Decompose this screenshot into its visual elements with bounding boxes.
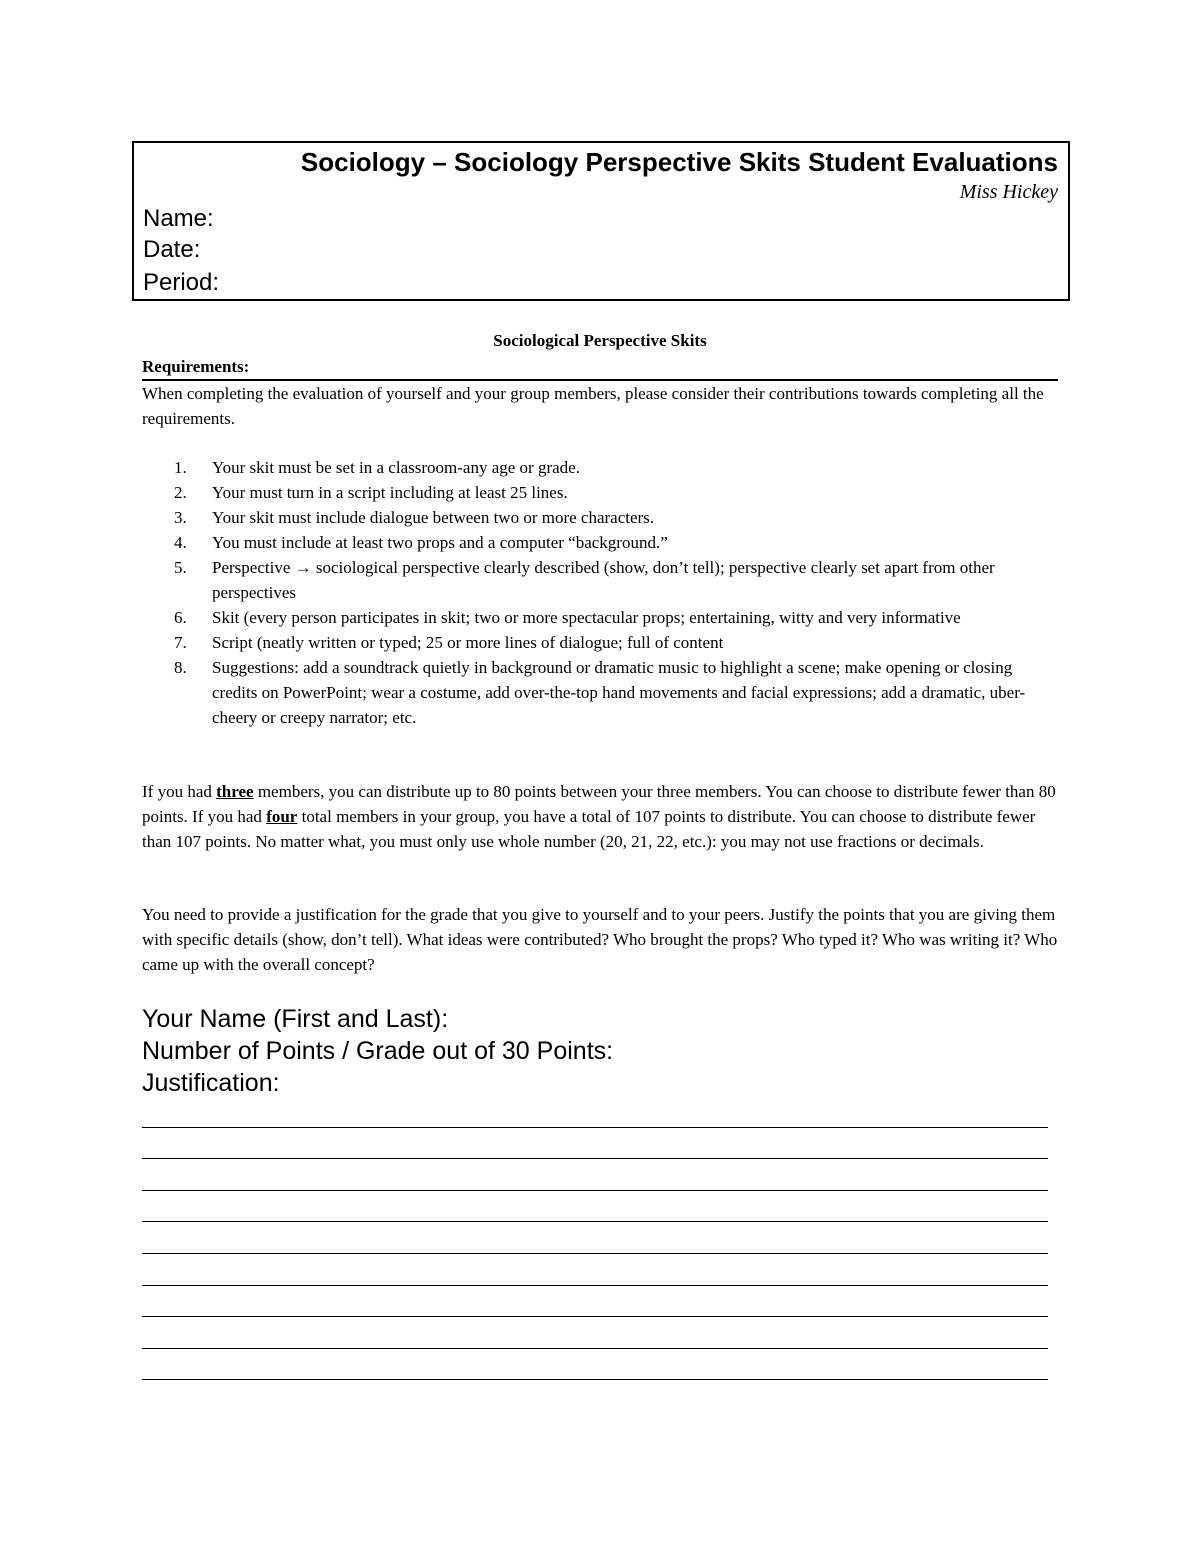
writing-line[interactable] <box>142 1127 1048 1128</box>
requirements-heading: Requirements: <box>142 354 1058 381</box>
section-title: Sociological Perspective Skits <box>493 331 707 350</box>
item-number: 3. <box>174 508 187 527</box>
list-item <box>142 555 1058 605</box>
points-label: Number of Points / Grade out of 30 Points: <box>142 1037 614 1065</box>
item-text: Your skit must include dialogue between two or more characters. <box>212 508 655 527</box>
page-title: Sociology – Sociology Perspective Skits Student Evaluations <box>300 147 1058 177</box>
list-item <box>142 480 1058 505</box>
date-label: Date: <box>143 236 201 263</box>
writing-line[interactable] <box>142 1158 1048 1159</box>
item-text: Your must turn in a script including at least 25 lines. <box>212 483 568 502</box>
list-item <box>142 455 1058 480</box>
item-number: 8. <box>174 658 187 677</box>
item-text: Suggestions: add a soundtrack quietly in background or dramatic music to highlight a scene; make opening or closing credits on PowerPoint; wear a costume, add over-the-top hand movements and facial expressions; add a dramatic, uber-cheery or creepy narrator; etc. <box>212 658 1026 727</box>
item-number: 5. <box>174 558 187 577</box>
item-text: Script (neatly written or typed; 25 or more lines of dialogue; full of content <box>212 633 724 652</box>
list-item <box>142 655 1058 730</box>
paragraph-text: If you had <box>142 782 217 801</box>
justification-label: Justification: <box>142 1069 280 1097</box>
writing-line[interactable] <box>142 1190 1048 1191</box>
intro-paragraph: When completing the evaluation of yourself and your group members, please consider their contributions towards completing all the requirements. <box>142 384 1044 428</box>
item-text: Your skit must be set in a classroom-any age or grade. <box>212 458 580 477</box>
item-number: 1. <box>174 458 187 477</box>
list-item <box>142 605 1058 630</box>
item-text: Perspective → sociological perspective clearly described (show, don’t tell); perspective clearly set apart from other perspectives <box>212 558 995 602</box>
period-label: Period: <box>143 269 220 296</box>
header-box <box>132 141 1070 301</box>
list-item <box>142 505 1058 530</box>
list-item <box>142 530 1058 555</box>
item-number: 4. <box>174 533 187 552</box>
teacher-name: Miss Hickey <box>959 181 1058 203</box>
emphasis-four: four <box>266 807 298 826</box>
item-text: Skit (every person participates in skit; two or more spectacular props; entertaining, witty and very informative <box>212 608 961 627</box>
item-number: 2. <box>174 483 187 502</box>
writing-line[interactable] <box>142 1221 1048 1222</box>
writing-line[interactable] <box>142 1253 1048 1254</box>
your-name-label: Your Name (First and Last): <box>142 1005 449 1033</box>
emphasis-three: three <box>216 782 254 801</box>
paragraph-text: total members in your group, you have a total of 107 points to distribute. You can choose to distribute fewer than 107 points. No matter what, you must only use whole number (20, 21, 22, etc.): you may not use fractions or decimals. <box>142 807 1036 851</box>
justification-instructions: You need to provide a justification for the grade that you give to yourself and to your peers. Justify the points that you are giving them with specific details (show, don’t tell). What ideas were contributed? Who brought the props? Who typed it? Who was writing it? Who came up with the overall concept? <box>142 905 1058 974</box>
writing-line[interactable] <box>142 1348 1048 1349</box>
requirements-list <box>142 455 1058 730</box>
item-number: 6. <box>174 608 187 627</box>
list-item <box>142 630 1058 655</box>
paragraph-text: members, you can distribute up to 80 points between your three members. You can choose to distribute fewer than 80 points. If you had <box>142 782 1056 826</box>
name-label: Name: <box>143 205 214 232</box>
item-text: You must include at least two props and a computer “background.” <box>212 533 668 552</box>
writing-line[interactable] <box>142 1379 1048 1380</box>
points-paragraph <box>142 779 1058 854</box>
writing-line[interactable] <box>142 1285 1048 1286</box>
self-evaluation-form <box>142 1003 613 1099</box>
item-number: 7. <box>174 633 187 652</box>
writing-line[interactable] <box>142 1316 1048 1317</box>
